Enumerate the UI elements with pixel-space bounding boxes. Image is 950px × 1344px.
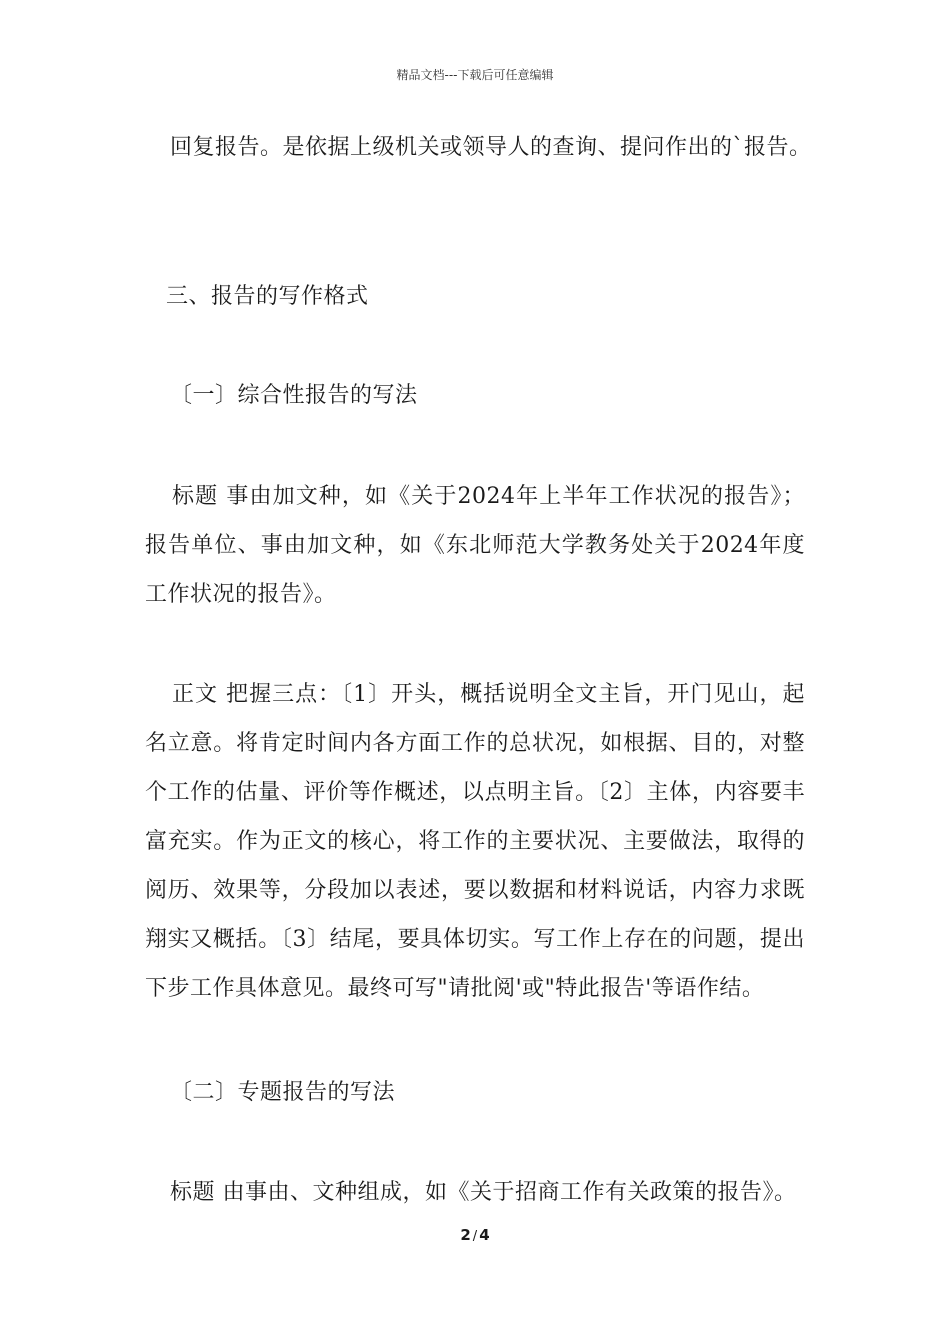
section-heading: 三、报告的写作格式 — [166, 284, 369, 309]
total-page-number: 4 — [479, 1226, 490, 1244]
paragraph-reply-report: 回复报告。是依据上级机关或领导人的查询、提问作出的`报告。 — [170, 135, 812, 160]
paragraph-title-rules: 标题 事由加文种，如《关于2024年上半年工作状况的报告》；报告单位、事由加文种，如《东北师范大学教务处关于2024年度工作状况的报告》。 — [145, 484, 805, 607]
paragraph-body-rules: 正文 把握三点：〔1〕开头，概括说明全文主旨，开门见山，起名立意。将肯定时间内各方面工作的总状况，如根据、目的，对整个工作的估量、评价等作概述，以点明主旨。〔2〕主体，内容要丰富充实。作为正文的核心，将工作的主要状况、主要做法，取得的阅历、效果等，分段加以表述，要以数据和材料说话，内容力求既翔实又概括。〔3〕结尾，要具体切实。写工作上存在的问题，提出下步工作具体意见。最终可写"请批阅'或"特此报告'等语作结。 — [145, 682, 805, 1001]
subsection-heading-comprehensive: 〔一〕综合性报告的写法 — [170, 383, 418, 408]
page-separator: / — [472, 1229, 478, 1244]
paragraph-special-title: 标题 由事由、文种组成，如《关于招商工作有关政策的报告》。 — [170, 1180, 797, 1205]
subsection-heading-special: 〔二〕专题报告的写法 — [170, 1080, 396, 1105]
current-page-number: 2 — [460, 1226, 471, 1244]
page-number — [0, 1226, 950, 1244]
page-header: 精品文档---下载后可任意编辑 — [396, 68, 554, 82]
